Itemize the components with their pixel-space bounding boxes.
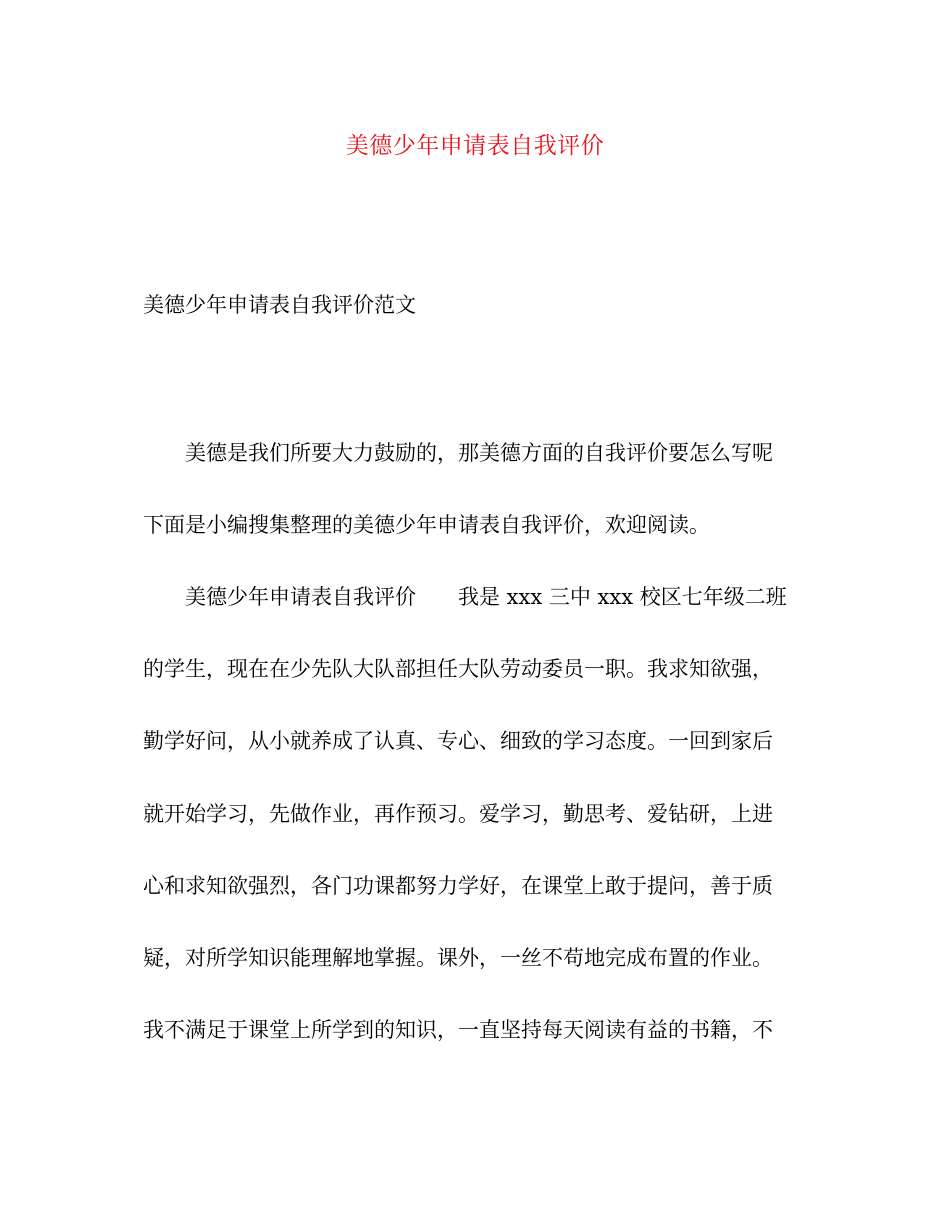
intro-line-1: 美德是我们所要大力鼓励的，那美德方面的自我评价要怎么写呢 bbox=[185, 441, 773, 465]
body-line-1: 的学生，现在在少先队大队部担任大队劳动委员一职。我求知欲强， bbox=[143, 657, 773, 681]
section-paragraph-first-line bbox=[185, 580, 845, 614]
body-line-5: 疑，对所学知识能理解地掌握。课外，一丝不苟地完成布置的作业。 bbox=[143, 946, 773, 970]
intro-line-2: 下面是小编搜集整理的美德少年申请表自我评价，欢迎阅读。 bbox=[143, 513, 710, 537]
section-heading: 美德少年申请表自我评价 bbox=[185, 585, 416, 609]
body-line-2: 勤学好问，从小就养成了认真、专心、细致的学习态度。一回到家后 bbox=[143, 729, 773, 753]
body-line-3: 就开始学习，先做作业，再作预习。爱学习，勤思考、爱钻研，上进 bbox=[143, 802, 773, 826]
document-subtitle: 美德少年申请表自我评价范文 bbox=[143, 293, 416, 317]
document-title: 美德少年申请表自我评价 bbox=[345, 133, 605, 159]
body-line-4: 心和求知欲强烈，各门功课都努力学好，在课堂上敢于提问，善于质 bbox=[143, 874, 773, 898]
body-first-line: 我是 xxx 三中 xxx 校区七年级二班 bbox=[458, 585, 787, 609]
body-line-6: 我不满足于课堂上所学到的知识，一直坚持每天阅读有益的书籍，不 bbox=[143, 1018, 773, 1042]
